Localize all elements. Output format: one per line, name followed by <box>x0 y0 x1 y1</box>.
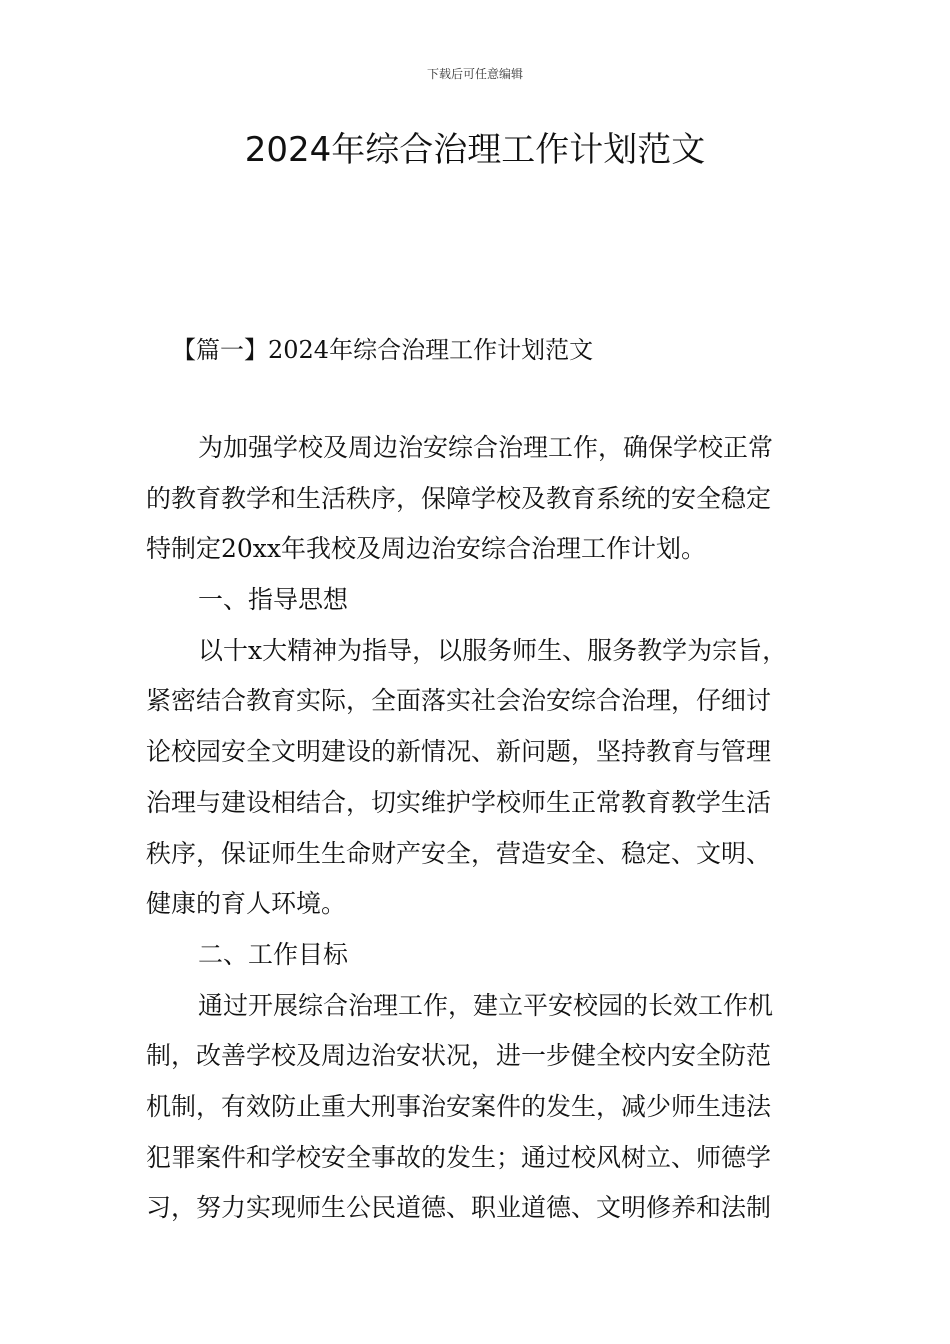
document-title: 2024年综合治理工作计划范文 <box>244 130 706 170</box>
body-line: 健康的育人环境。 <box>146 889 347 919</box>
body-line: 机制，有效防止重大刑事治安案件的发生，减少师生违法 <box>146 1091 772 1121</box>
document-body <box>146 423 814 1234</box>
body-line: 的教育教学和生活秩序，保障学校及教育系统的安全稳定 <box>146 483 772 513</box>
body-line: 治理与建设相结合，切实维护学校师生正常教育教学生活 <box>146 787 772 817</box>
body-line: 二、工作目标 <box>198 939 349 969</box>
body-line: 特制定20xx年我校及周边治安综合治理工作计划。 <box>146 534 707 564</box>
body-line: 犯罪案件和学校安全事故的发生；通过校风树立、师德学 <box>146 1142 772 1172</box>
header-note: 下载后可任意编辑 <box>426 67 523 81</box>
body-line: 一、指导思想 <box>198 585 349 615</box>
body-line: 通过开展综合治理工作，建立平安校园的长效工作机 <box>198 990 774 1020</box>
body-line: 以十x大精神为指导，以服务师生、服务教学为宗旨， <box>198 635 788 665</box>
body-line: 制，改善学校及周边治安状况，进一步健全校内安全防范 <box>146 1041 772 1071</box>
body-line: 论校园安全文明建设的新情况、新问题，坚持教育与管理 <box>146 737 772 767</box>
body-line: 为加强学校及周边治安综合治理工作，确保学校正常 <box>198 433 774 462</box>
body-line: 习，努力实现师生公民道德、职业道德、文明修养和法制 <box>146 1193 772 1223</box>
body-line: 秩序，保证师生生命财产安全，营造安全、稳定、文明、 <box>146 838 772 868</box>
section-heading: 【篇一】2024年综合治理工作计划范文 <box>172 336 594 364</box>
body-line: 紧密结合教育实际，全面落实社会治安综合治理，仔细讨 <box>146 686 772 716</box>
